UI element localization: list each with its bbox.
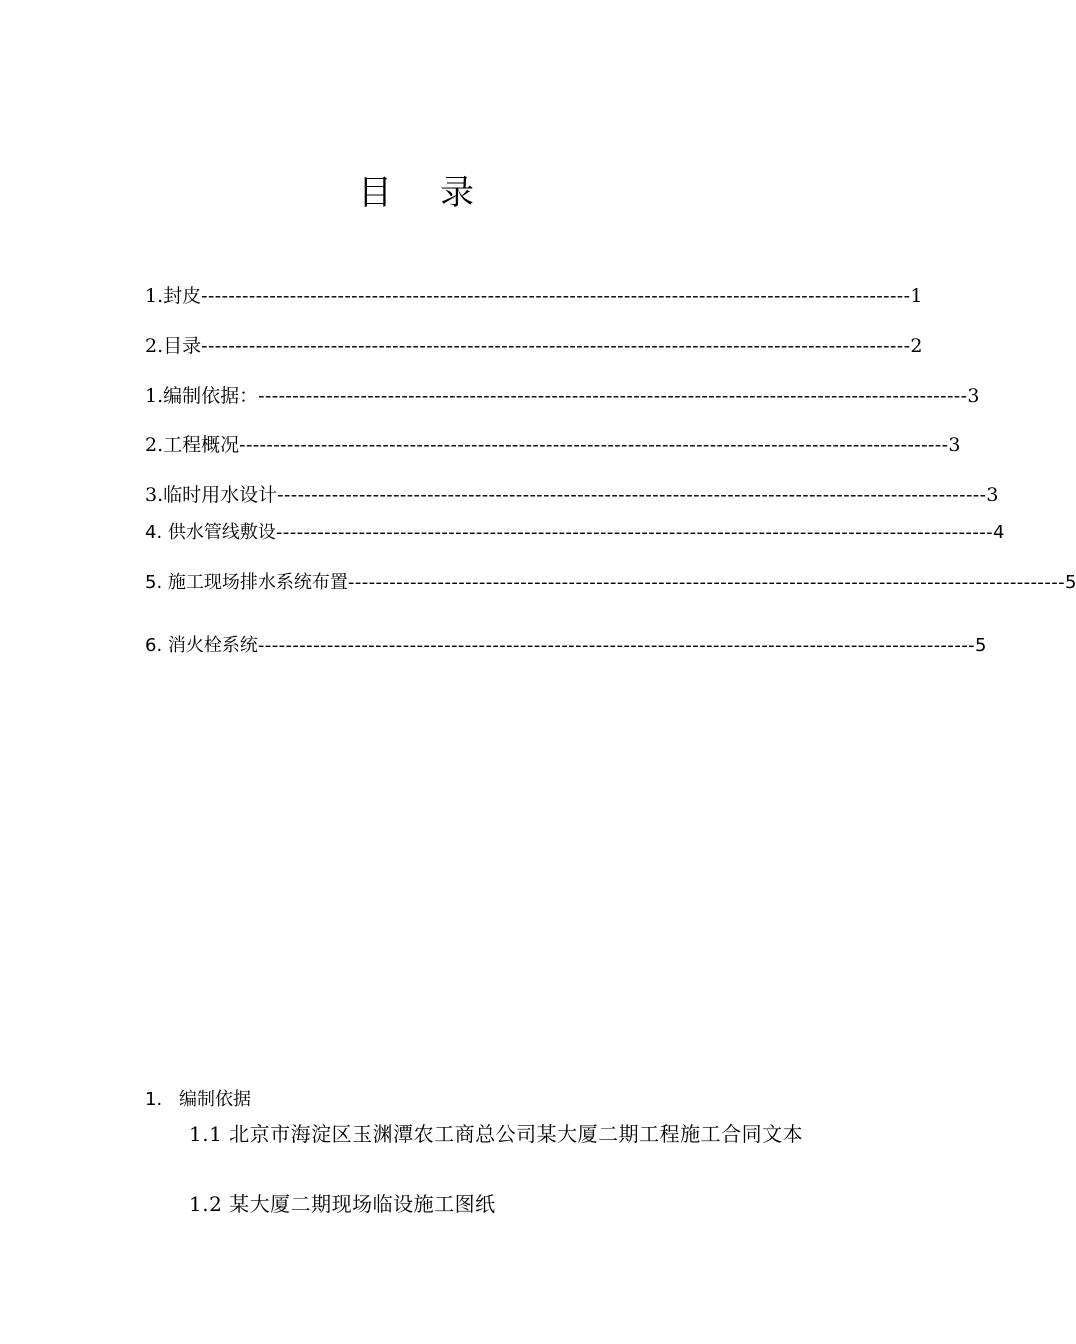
toc-entry-hydrant[interactable] [145, 635, 987, 657]
toc-leader: -------------------------------------------------------------------------------------------------------- [275, 522, 993, 543]
toc-entry-cover[interactable] [145, 285, 923, 308]
toc-leader: -------------------------------------------------------------------------------------------------------- [277, 484, 987, 506]
toc-leader: -------------------------------------------------------------------------------------------------------- [347, 572, 1065, 593]
section-heading [145, 1085, 251, 1111]
toc-entry-label: 2.目录 [145, 335, 202, 357]
toc-entry-label: 5. 施工现场排水系统布置 [145, 572, 348, 593]
toc-leader: -------------------------------------------------------------------------------------------------------- [239, 434, 949, 456]
paragraph-text: 1.2 某大厦二期现场临设施工图纸 [189, 1192, 496, 1216]
toc-page-number: 4 [993, 522, 1005, 543]
toc-leader: -------------------------------------------------------------------------------------------------------- [258, 385, 968, 407]
toc-entry-drainage[interactable] [145, 572, 1076, 594]
toc-leader: -------------------------------------------------------------------------------------------------------- [201, 335, 911, 357]
toc-entry-contents[interactable] [145, 335, 923, 358]
toc-entry-label: 6. 消火栓系统 [145, 635, 258, 656]
paragraph-text: 1.1 北京市海淀区玉渊潭农工商总公司某大厦二期工程施工合同文本 [189, 1122, 804, 1146]
toc-entry-label: 4. 供水管线敷设 [145, 522, 276, 543]
toc-entry-pipeline[interactable] [145, 522, 1005, 544]
toc-page-number: 3 [967, 385, 980, 407]
section-number: 1. [145, 1089, 163, 1110]
toc-entry-overview[interactable] [145, 434, 961, 457]
toc-page-number: 3 [948, 434, 961, 456]
paragraph-item-1 [145, 1116, 815, 1152]
toc-entry-label: 2.工程概况 [145, 434, 240, 456]
toc-entry-label: 1.封皮 [145, 285, 202, 307]
toc-entry-water-design[interactable] [145, 484, 999, 507]
toc-leader: -------------------------------------------------------------------------------------------------------- [201, 285, 911, 307]
toc-page-number: 5 [1065, 572, 1076, 593]
toc-entry-label: 1.编制依据： [145, 385, 259, 407]
toc-page-number: 1 [910, 285, 923, 307]
toc-entry-label: 3.临时用水设计 [145, 484, 278, 506]
toc-leader: -------------------------------------------------------------------------------------------------------- [257, 635, 975, 656]
page-title-part1: 目 [358, 173, 392, 213]
section-title: 编制依据 [179, 1089, 251, 1110]
page-title-part2: 录 [440, 173, 474, 213]
toc-entry-basis[interactable] [145, 385, 980, 408]
toc-page-number: 3 [986, 484, 999, 506]
toc-page-number: 2 [910, 335, 923, 357]
paragraph-item-2 [145, 1186, 815, 1222]
page-title [358, 173, 474, 213]
toc-page-number: 5 [975, 635, 987, 656]
